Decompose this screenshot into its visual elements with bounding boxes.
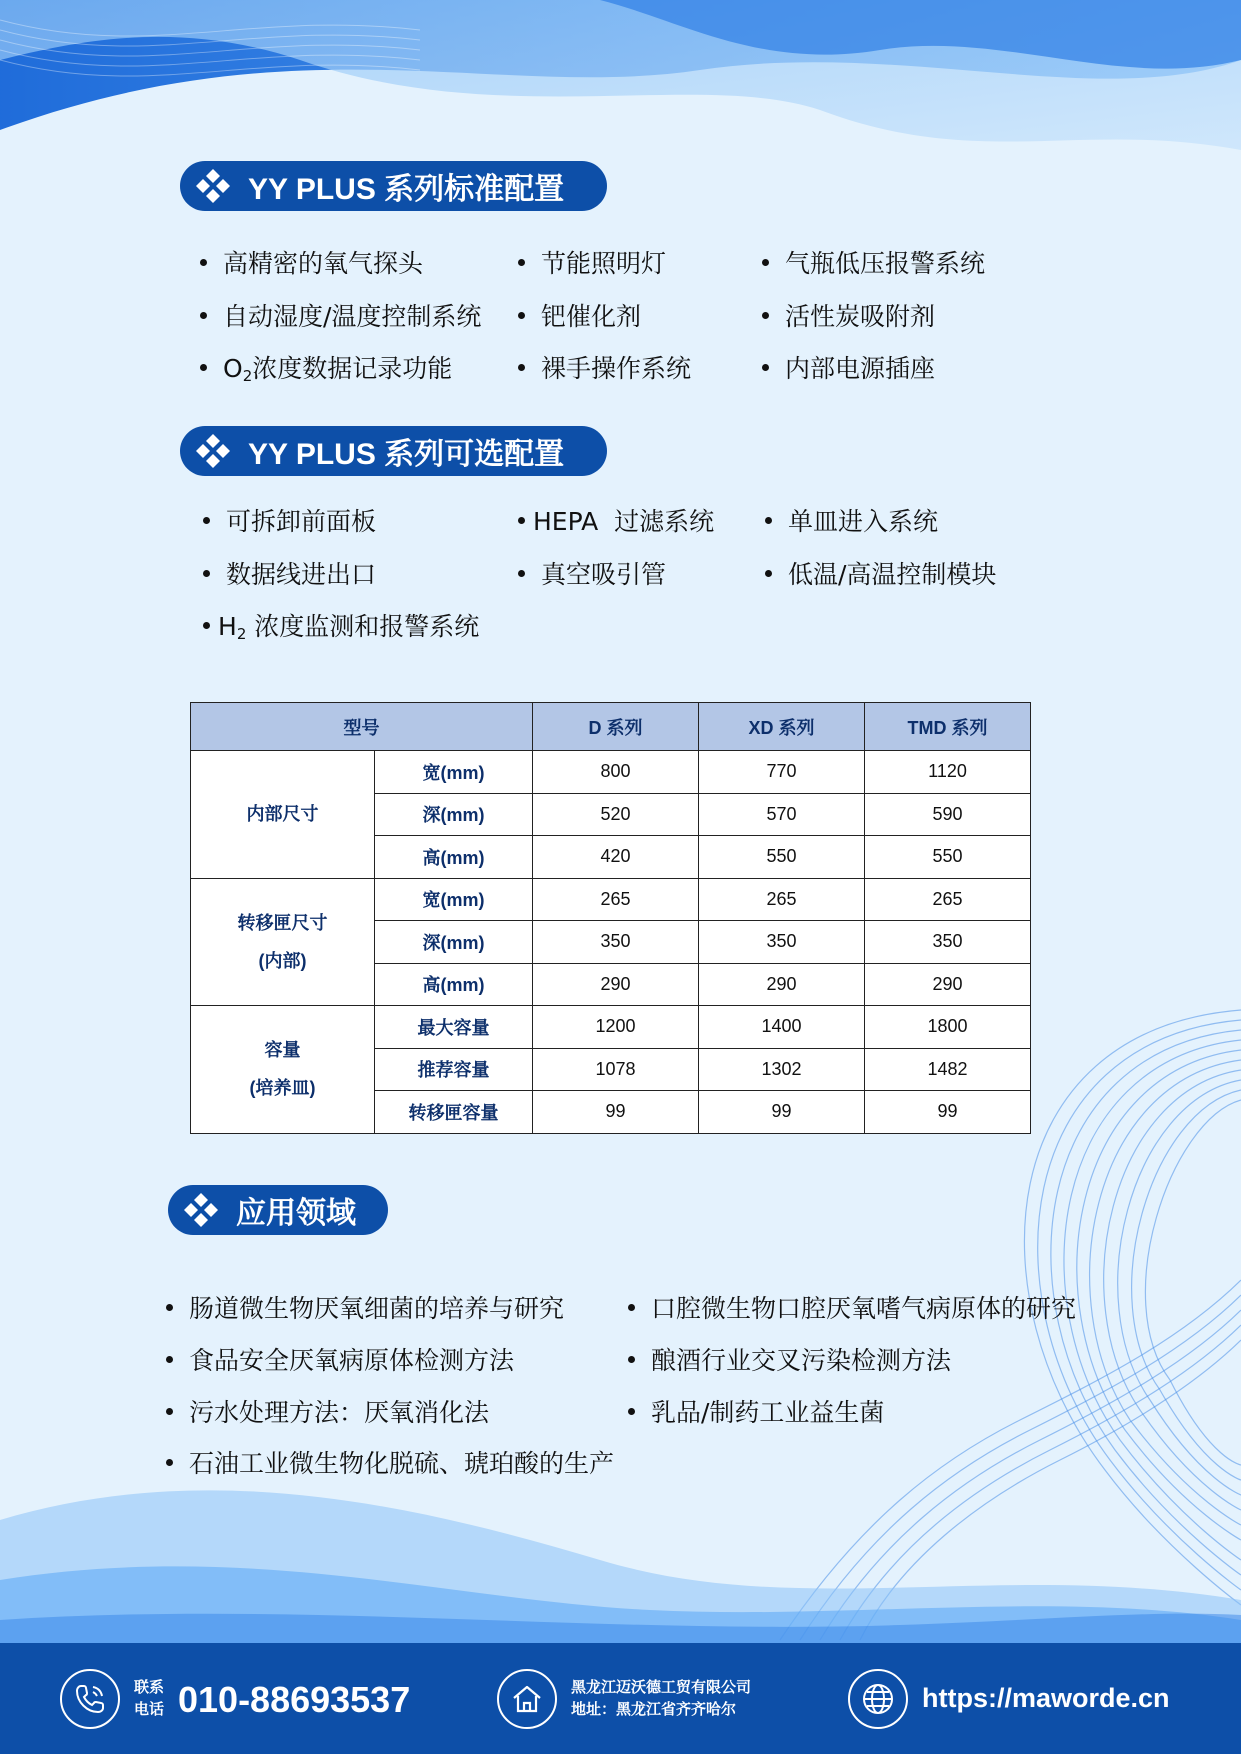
globe-icon-circle: [848, 1669, 908, 1729]
bullet-dot: [765, 517, 772, 524]
table-row: [191, 878, 1031, 921]
list-item-text: 可拆卸前面板: [226, 507, 377, 536]
group-label-transfer-box: 转移匣尺寸 (内部): [191, 878, 375, 1006]
list-item-text: 石油工业微生物化脱硫、琥珀酸的生产: [189, 1449, 615, 1478]
company-address: 地址：黑龙江省齐齐哈尔: [571, 1701, 737, 1718]
row-label: 高(mm): [375, 836, 533, 879]
group-label-internal-size: 内部尺寸: [191, 751, 375, 879]
list-item: [628, 1341, 951, 1377]
table-cell: 1200: [533, 1006, 699, 1049]
bullet-dot: [518, 517, 525, 524]
list-item: [765, 502, 938, 538]
table-cell: 265: [699, 878, 865, 921]
list-item: [518, 349, 691, 385]
table-cell: 1078: [533, 1048, 699, 1091]
table-cell: 99: [699, 1091, 865, 1134]
list-item-text: 肠道微生物厌氧细菌的培养与研究: [189, 1294, 565, 1323]
optional-config-title: YY PLUS 系列可选配置: [248, 438, 565, 471]
table-cell: 290: [699, 963, 865, 1006]
table-cell: 265: [533, 878, 699, 921]
bullet-dot: [203, 570, 210, 577]
company-name: 黑龙江迈沃德工贸有限公司: [571, 1679, 752, 1696]
phone-icon-circle: [60, 1669, 120, 1729]
list-item: [765, 555, 996, 591]
row-label: 深(mm): [375, 793, 533, 836]
row-label: 高(mm): [375, 963, 533, 1006]
diamond-cluster-icon: [194, 432, 232, 470]
diamond-cluster-icon: [182, 1191, 220, 1229]
row-label: 宽(mm): [375, 878, 533, 921]
phone-label: 联系 电话: [134, 1679, 165, 1718]
list-item: [628, 1289, 1076, 1325]
row-label: 深(mm): [375, 921, 533, 964]
table-cell: 550: [699, 836, 865, 879]
list-item: [628, 1393, 884, 1429]
optional-config-badge: [180, 426, 607, 476]
list-item-text: 高精密的氧气探头: [223, 249, 424, 278]
table-cell: 570: [699, 793, 865, 836]
home-icon: [510, 1682, 544, 1716]
list-item: [518, 244, 666, 280]
list-item: [166, 1444, 614, 1480]
list-item-text: $H_2$ 浓度监测和报警系统: [218, 612, 480, 643]
list-item-text: 口腔微生物口腔厌氧嗜气病原体的研究: [651, 1294, 1077, 1323]
list-item: [762, 349, 935, 385]
list-item-text: 单皿进入系统: [788, 507, 939, 536]
bullet-dot: [166, 1356, 173, 1363]
bullet-dot: [203, 517, 210, 524]
company-info: [571, 1677, 751, 1721]
table-cell: 350: [865, 921, 1031, 964]
table-cell: 420: [533, 836, 699, 879]
list-item: [200, 297, 481, 333]
table-row: [191, 1006, 1031, 1049]
list-item-text: 真空吸引管: [541, 560, 667, 589]
list-item: [762, 297, 935, 333]
row-label: 宽(mm): [375, 751, 533, 794]
table-cell: 800: [533, 751, 699, 794]
table-cell: 1800: [865, 1006, 1031, 1049]
bullet-dot: [628, 1356, 635, 1363]
spec-table: [190, 702, 1031, 1134]
table-cell: 350: [699, 921, 865, 964]
list-item: [200, 349, 452, 385]
standard-config-title: YY PLUS 系列标准配置: [248, 173, 565, 206]
bullet-dot: [765, 570, 772, 577]
group-label-capacity: 容量 (培养皿): [191, 1006, 375, 1134]
footer-bar: [0, 1643, 1241, 1754]
website-link[interactable]: https://maworde.cn: [922, 1683, 1170, 1713]
table-cell: 1120: [865, 751, 1031, 794]
bullet-dot: [628, 1304, 635, 1311]
bullet-dot: [200, 364, 207, 371]
list-item: [166, 1393, 489, 1429]
home-icon-circle: [497, 1669, 557, 1729]
list-item: [200, 244, 423, 280]
table-header-row: [191, 703, 1031, 751]
bullet-dot: [762, 364, 769, 371]
bullet-dot: [166, 1304, 173, 1311]
table-cell: 290: [533, 963, 699, 1006]
globe-icon: [860, 1681, 896, 1717]
header-model: 型号: [191, 703, 533, 751]
bullet-dot: [200, 312, 207, 319]
list-item: [203, 555, 376, 591]
list-item-text: 裸手操作系统: [541, 354, 692, 383]
bullet-dot: [518, 312, 525, 319]
header-d-series: D 系列: [533, 703, 699, 751]
table-cell: 1302: [699, 1048, 865, 1091]
list-item: [518, 502, 714, 538]
list-item-text: 钯催化剂: [541, 302, 642, 331]
list-item-text: 内部电源插座: [785, 354, 936, 383]
table-cell: 99: [533, 1091, 699, 1134]
header-xd-series: XD 系列: [699, 703, 865, 751]
bullet-dot: [166, 1408, 173, 1415]
bullet-dot: [203, 622, 210, 629]
list-item-text: 低温/高温控制模块: [788, 560, 997, 589]
bullet-dot: [518, 364, 525, 371]
bullet-dot: [166, 1459, 173, 1466]
bullet-dot: [762, 312, 769, 319]
list-item-text: 活性炭吸附剂: [785, 302, 936, 331]
list-item-text: 酿酒行业交叉污染检测方法: [651, 1346, 952, 1375]
table-cell: 550: [865, 836, 1031, 879]
list-item-text: 气瓶低压报警系统: [785, 249, 986, 278]
bullet-dot: [628, 1408, 635, 1415]
table-cell: 99: [865, 1091, 1031, 1134]
row-label: 推荐容量: [375, 1048, 533, 1091]
table-cell: 770: [699, 751, 865, 794]
list-item-text: HEPA 过滤系统: [533, 507, 715, 536]
table-cell: 1400: [699, 1006, 865, 1049]
list-item: [203, 607, 479, 643]
row-label: 转移匣容量: [375, 1091, 533, 1134]
bullet-dot: [518, 259, 525, 266]
table-cell: 1482: [865, 1048, 1031, 1091]
list-item-text: 乳品/制药工业益生菌: [651, 1398, 885, 1427]
table-cell: 290: [865, 963, 1031, 1006]
table-cell: 350: [533, 921, 699, 964]
list-item: [166, 1289, 564, 1325]
phone-icon: [73, 1682, 107, 1716]
standard-config-badge: [180, 161, 607, 211]
list-item-text: 污水处理方法：厌氧消化法: [189, 1398, 490, 1427]
list-item: [203, 502, 376, 538]
table-cell: 520: [533, 793, 699, 836]
list-item-text: 数据线进出口: [226, 560, 377, 589]
applications-title: 应用领域: [236, 1197, 356, 1230]
list-item: [166, 1341, 514, 1377]
table-cell: 590: [865, 793, 1031, 836]
table-cell: 265: [865, 878, 1031, 921]
applications-badge: [168, 1185, 388, 1235]
bullet-dot: [518, 570, 525, 577]
bullet-dot: [200, 259, 207, 266]
list-item: [762, 244, 985, 280]
list-item: [518, 297, 641, 333]
diamond-cluster-icon: [194, 167, 232, 205]
list-item-text: 自动湿度/温度控制系统: [223, 302, 482, 331]
list-item: [518, 555, 666, 591]
table-row: [191, 751, 1031, 794]
list-item-text: $O_2$浓度数据记录功能: [223, 354, 453, 385]
row-label: 最大容量: [375, 1006, 533, 1049]
list-item-text: 节能照明灯: [541, 249, 667, 278]
phone-number[interactable]: 010-88693537: [178, 1679, 411, 1720]
bullet-dot: [762, 259, 769, 266]
header-tmd-series: TMD 系列: [865, 703, 1031, 751]
list-item-text: 食品安全厌氧病原体检测方法: [189, 1346, 515, 1375]
